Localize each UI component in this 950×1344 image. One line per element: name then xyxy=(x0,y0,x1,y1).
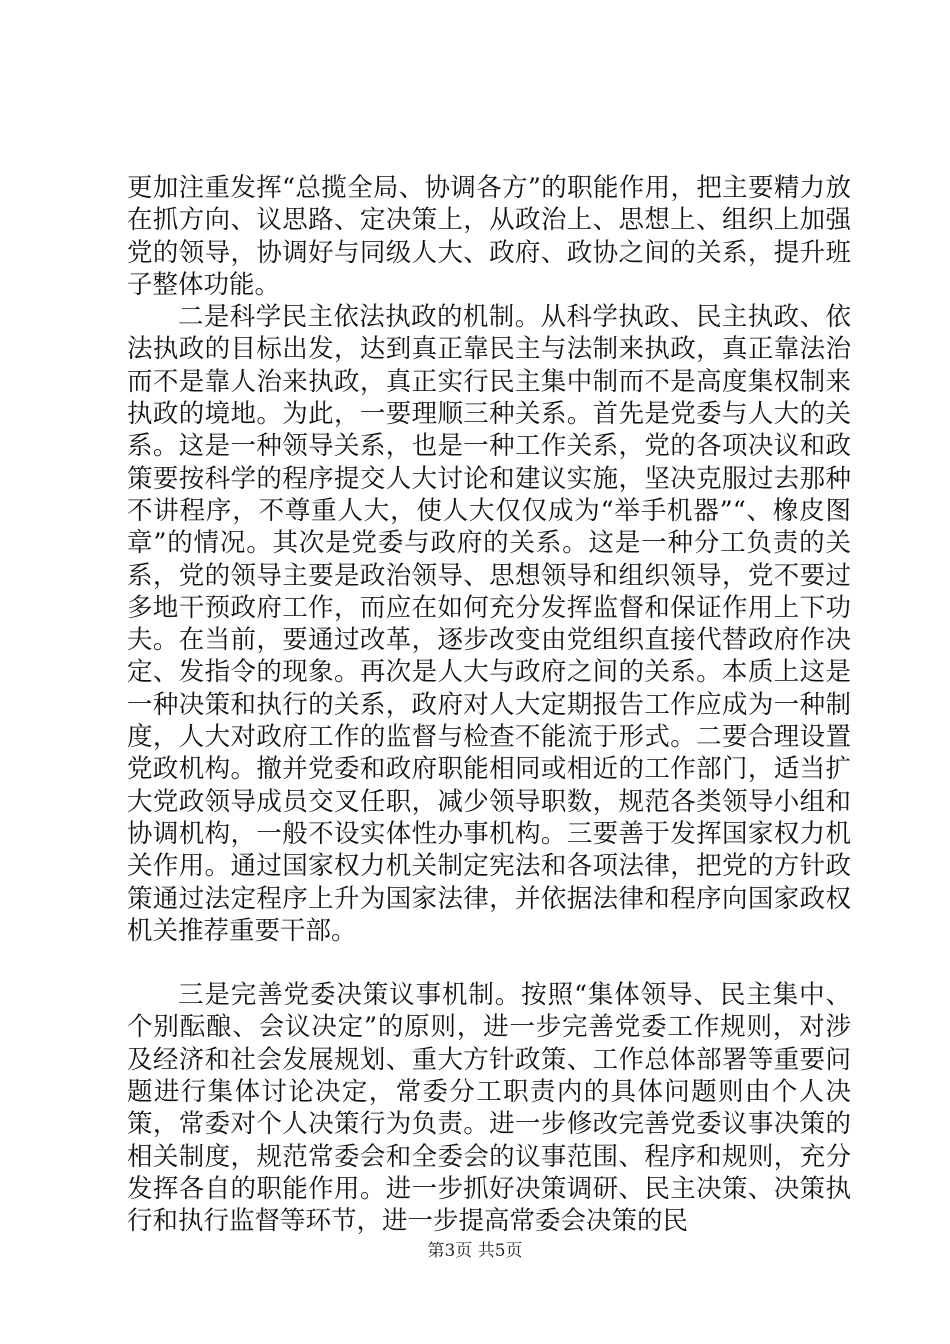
paragraph-continuation: 更加注重发挥“总揽全局、协调各方”的职能作用，把主要精力放在抓方向、议思路、定决策上，从政治上、思想上、组织上加强党的领导，协调好与同级人大、政府、政协之间的关系，提升班子整体功能。 xyxy=(127,173,851,300)
paragraph-three: 三是完善党委决策议事机制。按照“集体领导、民主集中、个别酝酿、会议决定”的原则，进一步完善党委工作规则，对涉及经济和社会发展规划、重大方针政策、工作总体部署等重要问题进行集体讨论决定，常委分工职责内的具体问题则由个人决策，常委对个人决策行为负责。进一步修改完善党委议事决策的相关制度，规范常委会和全委会的议事范围、程序和规则，充分发挥各自的职能作用。进一步抓好决策调研、民主决策、决策执行和执行监督等环节，进一步提高常委会决策的民 xyxy=(127,980,851,1237)
page-number-footer: 第3页 共5页 xyxy=(427,1241,523,1261)
paragraph-two: 二是科学民主依法执政的机制。从科学执政、民主执政、依法执政的目标出发，达到真正靠民主与法制来执政，真正靠法治而不是靠人治来执政，真正实行民主集中制而不是高度集权制来执政的境地。为此，一要理顺三种关系。首先是党委与人大的关系。这是一种领导关系，也是一种工作关系，党的各项决议和政策要按科学的程序提交人大讨论和建议实施，坚决克服过去那种不讲程序，不尊重人大，使人大仅仅成为“举手机器”“、橡皮图章”的情况。其次是党委与政府的关系。这是一种分工负责的关系，党的领导主要是政治领导、思想领导和组织领导，党不要过多地干预政府工作，而应在如何充分发挥监督和保证作用上下功夫。在当前，要通过改革，逐步改变由党组织直接代替政府作决定、发指令的现象。再次是人大与政府之间的关系。本质上这是一种决策和执行的关系，政府对人大定期报告工作应成为一种制度，人大对政府工作的监督与检查不能流于形式。二要合理设置党政机构。撤并党委和政府职能相同或相近的工作部门，适当扩大党政领导成员交叉任职，减少领导职数，规范各类领导小组和协调机构，一般不设实体性办事机构。三要善于发挥国家权力机关作用。通过国家权力机关制定宪法和各项法律，把党的方针政策通过法定程序上升为国家法律，并依据法律和程序向国家政权机关推荐重要干部。 xyxy=(127,302,851,946)
document-body xyxy=(127,172,851,1238)
